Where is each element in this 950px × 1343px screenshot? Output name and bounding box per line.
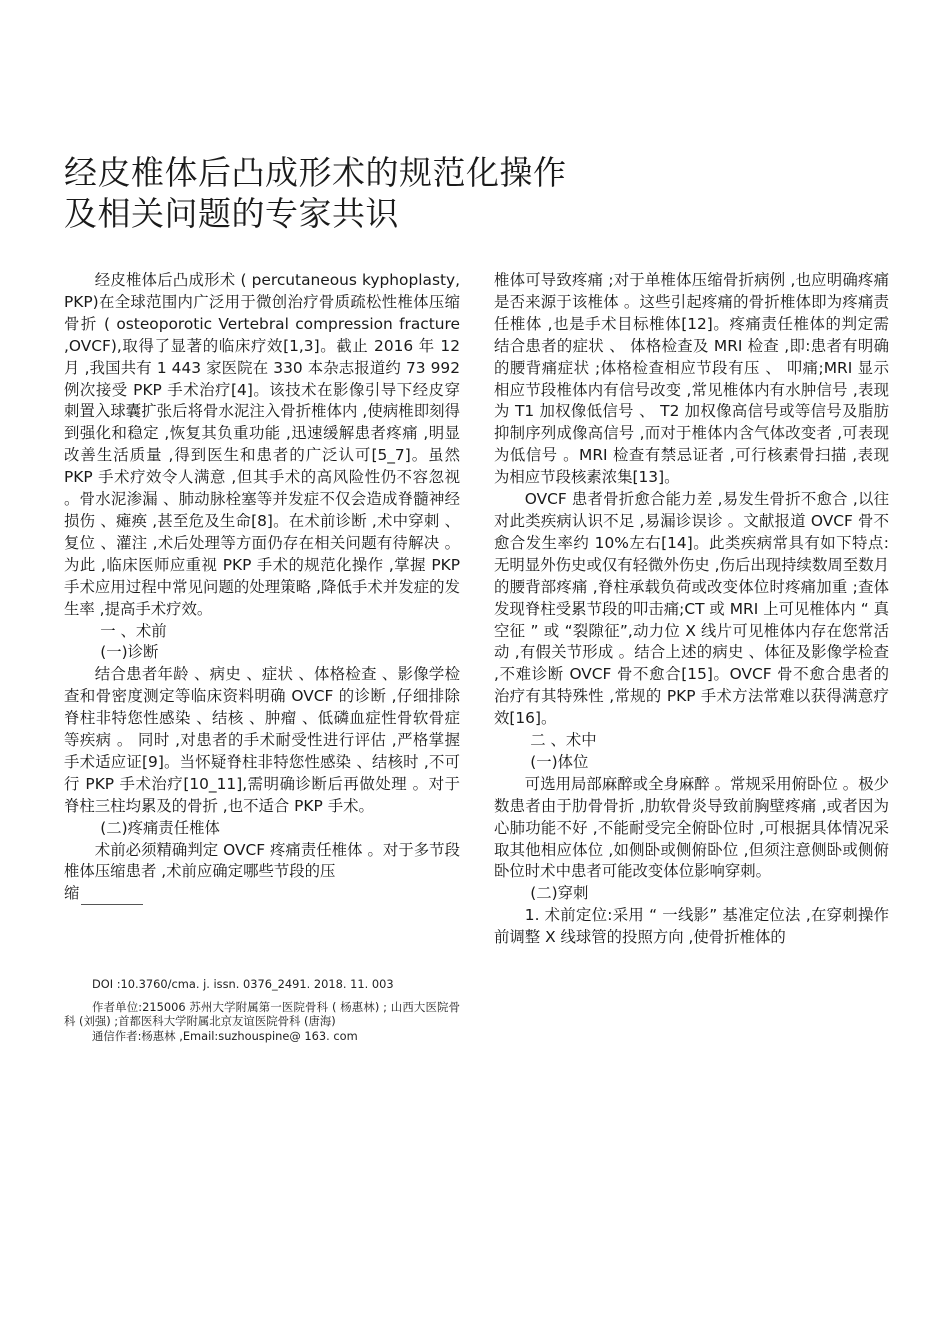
article-title [64,152,664,234]
corresponding-author: 通信作者:杨惠林 ,Email:suzhouspine@ 163. com [92,1028,358,1043]
doi-line: DOI :10.3760/cma. j. issn. 0376_2491. 2018. 11. 003 [92,977,394,991]
column-break-word: 缩 [64,884,80,903]
title-line-1: 经皮椎体后凸成形术的规范化操作 [64,153,567,192]
section-heading-preoperative: 一 、术前 [100,621,167,640]
right-column [494,270,889,949]
subheading-puncture: (二)穿刺 [530,884,589,903]
subheading-diagnosis: (一)诊断 [100,643,159,662]
responsible-vertebra-continued: 椎体可导致疼痛 ;对于单椎体压缩骨折病例 ,也应明确疼痛是否来源于该椎体 。这些引起疼痛的骨折椎体即为疼痛责任椎体 ,也是手术目标椎体[12]。疼痛责任椎体的判定需结合患者的症状 、 体格检查及 MRI 检查 ,即:患者有明确的腰背痛症状 ;体格检查相应节段有压 、 叩痛;MRI 显示相应节段椎体内有信号改变 ,常见椎体内有水肿信号 ,表现为 T1 加权像低信号 、 T2 加权像高信号或等信号及脂肪抑制序列成像高信号 ,而对于椎体内含气体改变者 ,可表现为低信号 。MRI 检查有禁忌证者 ,可行核素骨扫描 ,表现为相应节段核素浓集[13]。 [494,271,889,487]
intro-paragraph: 经皮椎体后凸成形术 ( percutaneous kyphoplasty, PKP)在全球范围内广泛用于微创治疗骨质疏松性椎体压缩骨折 ( osteoporotic Vertebral compression fracture ,OVCF),取得了显著的临床疗效[1,3]。截止 2016 年 12 月 ,我国共有 1 443 家医院在 330 本杂志报道约 73 992 例次接受 PKP 手术治疗[4]。该技术在影像引导下经皮穿刺置入球囊扩张后将骨水泥注入骨折椎体内 ,使病椎即刻得到强化和稳定 ,恢复其负重功能 ,迅速缓解患者疼痛 ,明显改善生活质量 ,得到医生和患者的广泛认可[5_7]。虽然 PKP 手术疗效令人满意 ,但其手术的高风险性仍不容忽视 。骨水泥渗漏 、肺动脉栓塞等并发症不仅会造成脊髓神经损伤 、瘫痪 ,甚至危及生命[8]。在术前诊断 ,术中穿刺 、复位 、灌注 ,术后处理等方面仍存在相关问题有待解决 。为此 ,临床医师应重视 PKP 手术的规范化操作 ,掌握 PKP 手术应用过程中常见问题的处理策略 ,降低手术并发症的发生率 ,提高手术疗效。 [64,271,460,618]
column-break-line [64,883,460,905]
title-line-2: 及相关问题的专家共识 [64,194,399,233]
subheading-responsible-vertebra: (二)疼痛责任椎体 [100,818,220,837]
footnotes [64,977,460,1043]
diagnosis-paragraph: 结合患者年龄 、病史 、症状 、体格检查 、影像学检查和骨密度测定等临床资料明确 OVCF 的诊断 ,仔细排除脊柱非特您性感染 、结核 、肿瘤 、低磷血症性骨软骨症等疾病 。 同时 ,对患者的手术耐受性进行评估 ,严格掌握手术适应证[9]。当怀疑脊柱非特您性感染 、结核时 ,不可行 PKP 手术治疗[10_11],需明确诊断后再做处理 。对于脊柱三柱均累及的骨折 ,也不适合 PKP 手术。 [64,665,460,815]
responsible-vertebra-paragraph: 术前必须精确判定 OVCF 疼痛责任椎体 。对于多节段椎体压缩患者 ,术前应确定哪些节段的压 [64,840,460,881]
position-paragraph: 可选用局部麻醉或全身麻醉 。常规采用俯卧位 。极少数患者由于肋骨骨折 ,肋软骨炎导致前胸壁疼痛 ,或者因为心肺功能不好 ,不能耐受完全俯卧位时 ,可根据具体情况采取其他相应体位 ,如侧卧或侧俯卧位 ,但须注意侧卧或侧俯卧位时术中患者可能改变体位影响穿刺。 [494,774,889,881]
subheading-position: (一)体位 [530,752,589,771]
section-heading-intraoperative: 二 、术中 [530,731,597,750]
puncture-paragraph: 1. 术前定位:采用 “ 一线影” 基准定位法 ,在穿刺操作前调整 X 线球管的投照方向 ,使骨折椎体的 [494,906,889,947]
author-affiliation: 作者单位:215006 苏州大学附属第一医院骨科 ( 杨惠林) ; 山西大医院骨科 (刘强) ;首都医科大学附属北京友谊医院骨科 (唐海) [64,999,460,1028]
footnote-rule [81,904,143,905]
nonunion-paragraph: OVCF 患者骨折愈合能力差 ,易发生骨折不愈合 ,以往对此类疾病认识不足 ,易漏诊误诊 。文献报道 OVCF 骨不愈合发生率约 10%左右[14]。此类疾病常具有如下特点:无明显外伤史或仅有轻微外伤史 ,伤后出现持续数周至数月的腰背部疼痛 ,脊柱承载负荷或改变体位时疼痛加重 ;查体发现脊柱受累节段的叩击痛;CT 或 MRI 上可见椎体内 “ 真空征 ” 或 “裂隙征”,动力位 X 线片可见椎体内存在您常活动 ,有假关节形成 。结合上述的病史 、体征及影像学检查 ,不难诊断 OVCF 骨不愈合[15]。OVCF 骨不愈合患者的治疗有其特殊性 ,常规的 PKP 手术方法常难以获得满意疗效[16]。 [494,490,889,728]
left-column [64,270,460,905]
